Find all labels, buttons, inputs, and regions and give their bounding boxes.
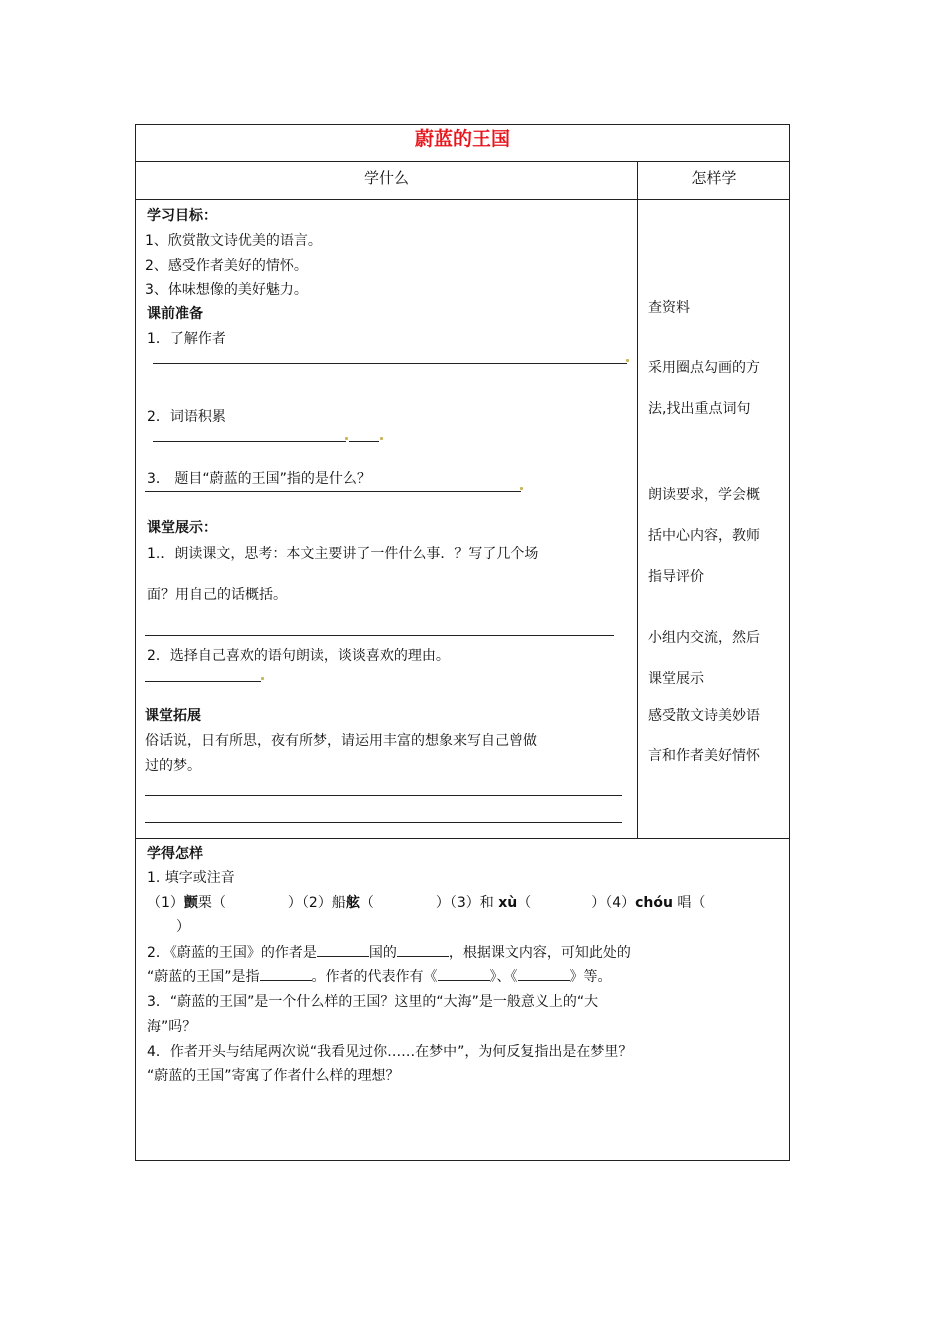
column-divider bbox=[637, 161, 638, 838]
item-label: ）（3）和 bbox=[435, 895, 499, 911]
marker bbox=[345, 437, 348, 440]
item-close: ） bbox=[176, 919, 190, 935]
prep-heading: 课前准备 bbox=[147, 306, 203, 322]
question-text: 》、《 bbox=[489, 969, 518, 985]
item-label: 栗（ bbox=[197, 895, 226, 911]
show-item: 面？用自己的话概括。 bbox=[147, 587, 287, 603]
prep-item: 2．词语积累 bbox=[147, 409, 226, 425]
extension-heading: 课堂拓展 bbox=[145, 708, 201, 724]
item-label: 唱（ bbox=[672, 895, 706, 911]
question-text: ，根据课文内容，可知此处的 bbox=[448, 945, 631, 961]
question-text: 国的 bbox=[368, 945, 397, 961]
item-label: ）（4） bbox=[591, 895, 636, 911]
show-item: 2．选择自己喜欢的语句朗读，谈谈喜欢的理由。 bbox=[147, 648, 450, 664]
item-label: （ bbox=[517, 895, 532, 911]
extension-text: 过的梦。 bbox=[145, 758, 201, 774]
divider bbox=[136, 838, 789, 839]
method-text: 查资料 bbox=[648, 300, 690, 316]
divider bbox=[136, 199, 789, 200]
question: 海”吗？ bbox=[147, 1019, 197, 1035]
question bbox=[147, 966, 612, 986]
answer-line bbox=[153, 363, 627, 364]
assessment-heading: 学得怎样 bbox=[147, 846, 203, 862]
item-word: xù bbox=[498, 895, 518, 911]
goal-item: 2、感受作者美好的情怀。 bbox=[145, 258, 308, 274]
show-item: 1.．朗读课文，思考：本文主要讲了一件什么事．？写了几个场 bbox=[147, 546, 539, 562]
method-text: 课堂展示 bbox=[648, 671, 704, 687]
method-text: 括中心内容，教师 bbox=[648, 528, 760, 544]
question-text: “蔚蓝的王国”是指 bbox=[147, 969, 260, 985]
question: “蔚蓝的王国”寄寓了作者什么样的理想？ bbox=[147, 1068, 400, 1084]
question-text: 》等。 bbox=[569, 969, 612, 985]
method-text: 言和作者美好情怀 bbox=[648, 748, 760, 764]
answer-line bbox=[145, 635, 614, 636]
marker bbox=[626, 359, 629, 362]
fill-blank bbox=[397, 942, 449, 957]
marker bbox=[261, 677, 264, 680]
answer-line bbox=[145, 795, 622, 796]
answer-line bbox=[349, 441, 379, 442]
question-items bbox=[147, 892, 705, 912]
goal-item: 1、欣赏散文诗优美的语言。 bbox=[145, 233, 322, 249]
prep-item: 3． 题目“蔚蓝的王国”指的是什么？ bbox=[147, 471, 371, 487]
item-label: ）（2）船 bbox=[287, 895, 346, 911]
item-label: （1） bbox=[147, 895, 184, 911]
answer-line bbox=[145, 822, 622, 823]
question: 3．“蔚蓝的王国”是一个什么样的王国？这里的“大海”是一般意义上的“大 bbox=[147, 994, 599, 1010]
question: 4．作者开头与结尾两次说“我看见过你……在梦中”，为何反复指出是在梦里？ bbox=[147, 1044, 633, 1060]
fill-blank bbox=[518, 966, 570, 981]
worksheet-table bbox=[135, 124, 790, 1161]
marker bbox=[380, 437, 383, 440]
question bbox=[147, 942, 631, 962]
method-text: 朗读要求，学会概 bbox=[648, 487, 760, 503]
item-word: chóu bbox=[635, 895, 673, 911]
method-text: 法,找出重点词句 bbox=[648, 401, 751, 417]
method-text: 感受散文诗美妙语 bbox=[648, 708, 760, 724]
fill-blank bbox=[260, 966, 312, 981]
question: 1. 填字或注音 bbox=[147, 870, 235, 886]
method-text: 采用圈点勾画的方 bbox=[648, 360, 760, 376]
goals-heading: 学习目标： bbox=[147, 208, 217, 224]
fill-blank bbox=[317, 942, 369, 957]
item-label: （ bbox=[359, 895, 374, 911]
method-text: 指导评价 bbox=[648, 569, 704, 585]
column-header-right: 怎样学 bbox=[691, 169, 737, 187]
fill-blank bbox=[438, 966, 490, 981]
column-header-left: 学什么 bbox=[363, 169, 409, 187]
question-text: 2．《蔚蓝的王国》的作者是 bbox=[147, 945, 317, 961]
extension-text: 俗话说，日有所思，夜有所梦，请运用丰富的想象来写自己曾做 bbox=[145, 733, 537, 749]
show-heading: 课堂展示： bbox=[147, 520, 217, 536]
prep-item: 1．了解作者 bbox=[147, 331, 226, 347]
goal-item: 3、体味想像的美好魅力。 bbox=[145, 282, 308, 298]
answer-line bbox=[153, 441, 346, 442]
item-word: 颤 bbox=[183, 895, 198, 911]
question-text: 。作者的代表作有《 bbox=[311, 969, 438, 985]
answer-line bbox=[145, 491, 521, 492]
page-title: 蔚蓝的王国 bbox=[414, 128, 510, 150]
answer-line bbox=[145, 681, 261, 682]
marker bbox=[520, 487, 523, 490]
method-text: 小组内交流，然后 bbox=[648, 630, 760, 646]
item-word: 舷 bbox=[345, 895, 360, 911]
